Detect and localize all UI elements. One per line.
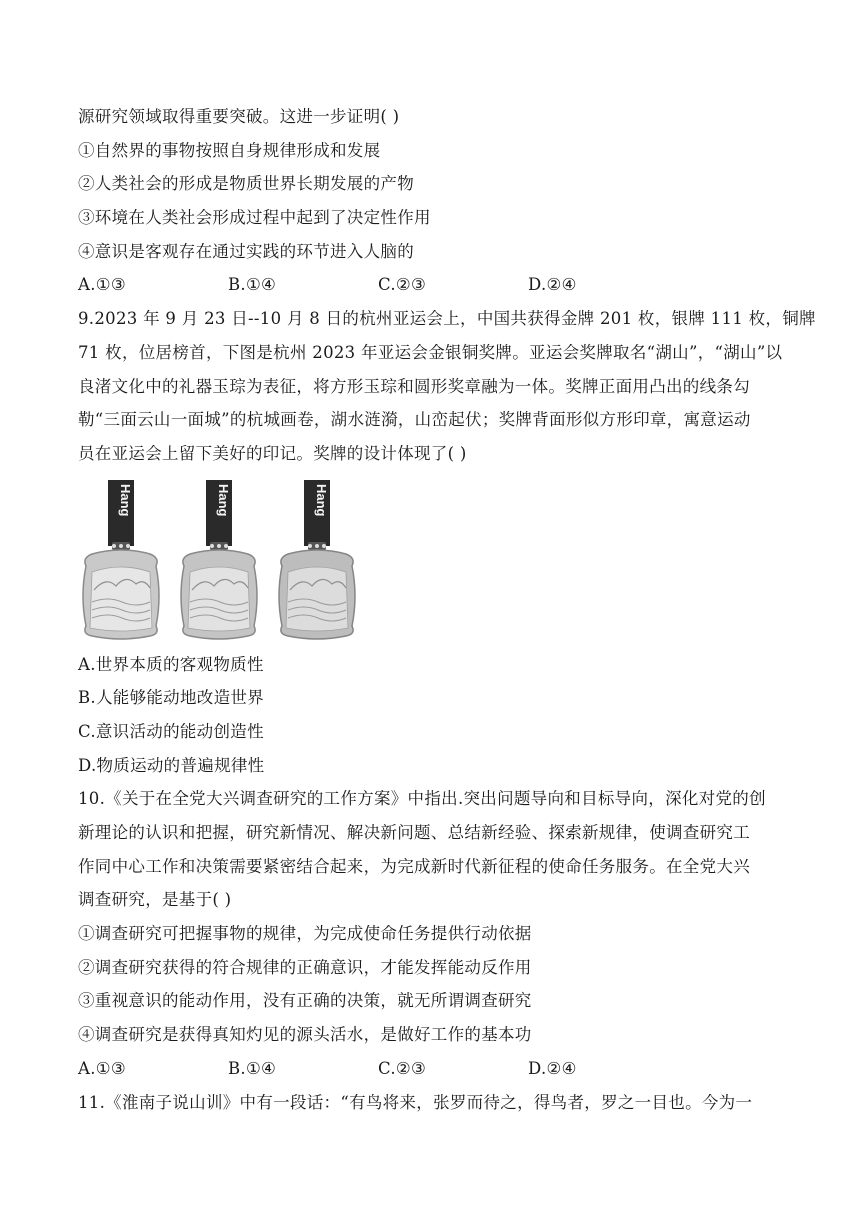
option-a: A.①③ [78,275,126,295]
question-9-stem-line: 员在亚运会上留下美好的印记。奖牌的设计体现了( ) [78,443,467,463]
option-a: A.①③ [78,1058,126,1078]
option-d: D.②④ [528,1058,577,1078]
option-a: A.世界本质的客观物质性 [78,654,264,674]
statement-4: ④意识是客观存在通过实践的环节进入人脑的 [78,241,414,261]
question-9-stem-line: 良渚文化中的礼器玉琮为表征，将方形玉琮和圆形奖章融为一体。奖牌正面用凸出的线条勾 [78,376,750,396]
option-b: B.①④ [228,275,277,295]
question-9 [78,302,816,782]
option-c: C.意识活动的能动创造性 [78,721,264,741]
ribbon-text: Hang [118,483,133,517]
option-d: D.物质运动的普遍规律性 [78,755,265,775]
question-10-stem-line: 调查研究，是基于( ) [78,890,232,910]
question-9-stem-line: 71 枚，位居榜首，下图是杭州 2023 年亚运会金银铜奖牌。亚运会奖牌取名“湖山”，“湖山”以 [78,342,783,362]
exam-page [78,100,816,1119]
option-d: D.②④ [528,275,577,295]
question-8 [78,100,788,302]
statement-1: ①自然界的事物按照自身规律形成和发展 [78,140,381,160]
medal-bronze [274,478,360,640]
statement-1: ①调查研究可把握事物的规律，为完成使命任务提供行动依据 [78,924,532,944]
statement-4: ④调查研究是获得真知灼见的源头活水，是做好工作的基本功 [78,1025,532,1045]
medal-image [78,478,788,648]
statement-3: ③重视意识的能动作用，没有正确的决策，就无所谓调查研究 [78,991,532,1011]
option-c: C.②③ [378,275,427,295]
question-9-stem-line: 9.2023 年 9 月 23 日--10 月 8 日的杭州亚运会上，中国共获得金牌 201 枚，银牌 111 枚，铜牌 [78,309,816,329]
question-10 [78,782,788,1085]
medal-silver [176,478,262,640]
ribbon-text: Hang [314,483,329,517]
question-9-stem-line: 勒“三面云山一面城”的杭城画卷，湖水涟漪，山峦起伏；奖牌背面形似方形印章，寓意运动 [78,410,751,430]
answer-options [78,1052,788,1086]
option-b: B.①④ [228,1058,277,1078]
question-11-stem-line: 11.《淮南子说山训》中有一段话：“有鸟将来，张罗而待之，得鸟者，罗之一目也。今为一 [78,1092,753,1112]
option-c: C.②③ [378,1058,427,1078]
statement-2: ②人类社会的形成是物质世界长期发展的产物 [78,174,414,194]
ribbon-text: Hang [216,483,231,517]
question-11 [78,1086,788,1120]
answer-options [78,268,788,302]
question-10-stem-line: 作同中心工作和决策需要紧密结合起来，为完成新时代新征程的使命任务服务。在全党大兴 [78,856,750,876]
question-10-stem-line: 10.《关于在全党大兴调查研究的工作方案》中指出.突出问题导向和目标导向，深化对党的创 [78,789,766,809]
question-10-stem-line: 新理论的认识和把握，研究新情况、解决新问题、总结新经验、探索新规律，使调查研究工 [78,823,750,842]
medal-gold [78,478,164,640]
question-8-stem-tail: 源研究领域取得重要突破。这进一步证明( ) [78,107,400,126]
option-b: B.人能够能动地改造世界 [78,688,264,708]
statement-2: ②调查研究获得的符合规律的正确意识，才能发挥能动反作用 [78,957,532,977]
statement-3: ③环境在人类社会形成过程中起到了决定性作用 [78,208,431,228]
